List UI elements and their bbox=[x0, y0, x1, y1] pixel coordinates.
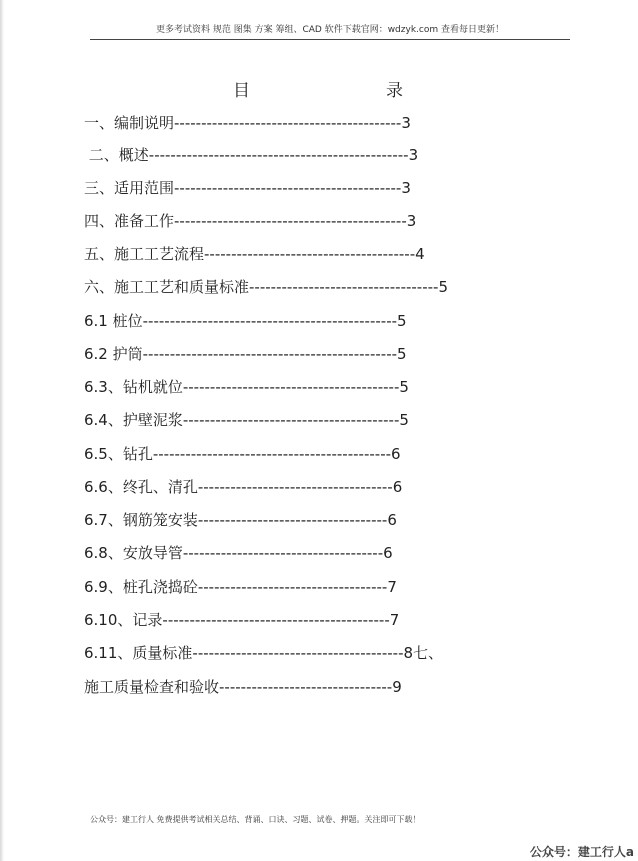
toc-entry-label: 6.8、安放导管 bbox=[84, 544, 183, 562]
page-header: 更多考试资料 规范 图集 方案 筹组、CAD 软件下载官网：wdzyk.com 查看每日更新！ bbox=[156, 25, 504, 35]
toc-entry-leader: -------------------------------- bbox=[219, 678, 393, 696]
toc-entry-page: 5 bbox=[438, 278, 449, 296]
header-divider bbox=[90, 39, 570, 40]
toc-entry[interactable] bbox=[84, 443, 401, 465]
toc-entry-leader: ----------------------------------- bbox=[249, 278, 439, 296]
toc-entry-page: 3 bbox=[406, 212, 417, 230]
toc-entry-label: 四、准备工作 bbox=[84, 212, 175, 230]
toc-entry-page: 3 bbox=[401, 179, 411, 197]
toc-entry-page: 6 bbox=[392, 478, 403, 496]
toc-entry-leader: ---------------------------------------- bbox=[182, 411, 400, 429]
toc-entry[interactable] bbox=[84, 642, 443, 664]
toc-entry-label: 五、施工工艺流程 bbox=[84, 245, 205, 263]
toc-entry-label: 三、适用范围 bbox=[84, 179, 175, 197]
toc-entry-page: 3 bbox=[408, 146, 419, 164]
toc-entry-label: 二、概述 bbox=[84, 146, 149, 164]
toc-entry-leader: ------------------------------------------ bbox=[162, 611, 390, 629]
toc-entry-label: 6.10、记录 bbox=[84, 611, 163, 629]
toc-entry[interactable] bbox=[84, 509, 397, 531]
toc-entry[interactable] bbox=[84, 144, 418, 166]
toc-entry[interactable] bbox=[84, 409, 409, 431]
toc-entry-page: 5 bbox=[397, 345, 407, 363]
toc-entry-page: 6 bbox=[391, 445, 401, 463]
toc-title-left: 目 bbox=[233, 81, 250, 101]
toc-entry-label: 6.5、钻孔 bbox=[84, 445, 153, 463]
toc-entry-page: 7 bbox=[387, 578, 397, 596]
toc-entry-leader: ----------------------------------- bbox=[197, 511, 388, 529]
toc-entry[interactable] bbox=[84, 310, 407, 332]
toc-entry-leader: -------------------------------------------- bbox=[152, 445, 392, 463]
toc-entry-page: 8七、 bbox=[403, 644, 444, 662]
watermark: 公众号：建工行人a bbox=[529, 845, 634, 859]
toc-entry-page: 6 bbox=[387, 511, 397, 529]
toc-entry-page: 6 bbox=[383, 544, 393, 562]
toc-entry[interactable] bbox=[84, 243, 425, 265]
toc-entry-label: 6.2 护筒 bbox=[84, 345, 143, 363]
toc-entry[interactable] bbox=[84, 676, 402, 698]
toc-entry-label: 一、编制说明 bbox=[84, 114, 175, 132]
toc-entry-page: 7 bbox=[389, 611, 400, 629]
toc-entry-page: 5 bbox=[399, 411, 409, 429]
toc-entry-leader: --------------------------------------- bbox=[192, 644, 404, 662]
toc-entry-leader: ------------------------------------------ bbox=[174, 114, 402, 132]
toc-entry[interactable] bbox=[84, 609, 399, 631]
toc-entry[interactable] bbox=[84, 476, 402, 498]
toc-entry[interactable] bbox=[84, 112, 411, 134]
toc-entry-label: 6.1 桩位 bbox=[84, 312, 143, 330]
toc-entry-page: 5 bbox=[397, 312, 407, 330]
toc-entry-leader: ---------------------------------------- bbox=[182, 378, 400, 396]
toc-entry-page: 4 bbox=[415, 245, 425, 263]
toc-entry[interactable] bbox=[84, 542, 393, 564]
toc-entry-label: 6.3、钻机就位 bbox=[84, 378, 183, 396]
toc-title-right: 录 bbox=[386, 81, 403, 101]
toc-entry[interactable] bbox=[84, 576, 397, 598]
toc-entry-leader: ------------------------------------------------ bbox=[148, 146, 409, 164]
toc-entry-leader: ------------------------------------- bbox=[182, 544, 384, 562]
toc-entry-label: 施工质量检查和验收 bbox=[84, 678, 220, 696]
page-edge bbox=[0, 0, 4, 861]
toc-entry-leader: ----------------------------------- bbox=[197, 578, 388, 596]
toc-entry-page: 9 bbox=[392, 678, 402, 696]
toc-entry[interactable] bbox=[84, 276, 448, 298]
toc-entry-label: 6.11、质量标准 bbox=[84, 644, 193, 662]
toc-entry-leader: ------------------------------------------ bbox=[174, 179, 402, 197]
toc-entry-leader: ------------------------------------------- bbox=[174, 212, 407, 230]
toc-entry[interactable] bbox=[84, 177, 411, 199]
toc-entry-leader: ----------------------------------------------- bbox=[142, 345, 398, 363]
toc-entry[interactable] bbox=[84, 210, 416, 232]
toc-entry[interactable] bbox=[84, 343, 407, 365]
toc-entry-label: 6.6、终孔、清孔 bbox=[84, 478, 198, 496]
page-footer: 公众号：建工行人 免费提供考试相关总结、背诵、口诀、习题、试卷、押题。关注即可下载！ bbox=[90, 815, 421, 824]
toc-entry-label: 6.9、桩孔浇捣砼 bbox=[84, 578, 198, 596]
toc-entry-leader: --------------------------------------- bbox=[204, 245, 416, 263]
toc-entry-leader: ----------------------------------------------- bbox=[142, 312, 398, 330]
toc-entry-leader: ------------------------------------ bbox=[197, 478, 393, 496]
toc-entry[interactable] bbox=[84, 376, 409, 398]
toc-entry-label: 6.7、钢筋笼安装 bbox=[84, 511, 198, 529]
toc-entry-label: 六、施工工艺和质量标准 bbox=[84, 278, 250, 296]
toc-entry-label: 6.4、护壁泥浆 bbox=[84, 411, 183, 429]
toc-entry-page: 3 bbox=[401, 114, 411, 132]
toc-entry-page: 5 bbox=[399, 378, 409, 396]
toc-title bbox=[0, 76, 638, 100]
